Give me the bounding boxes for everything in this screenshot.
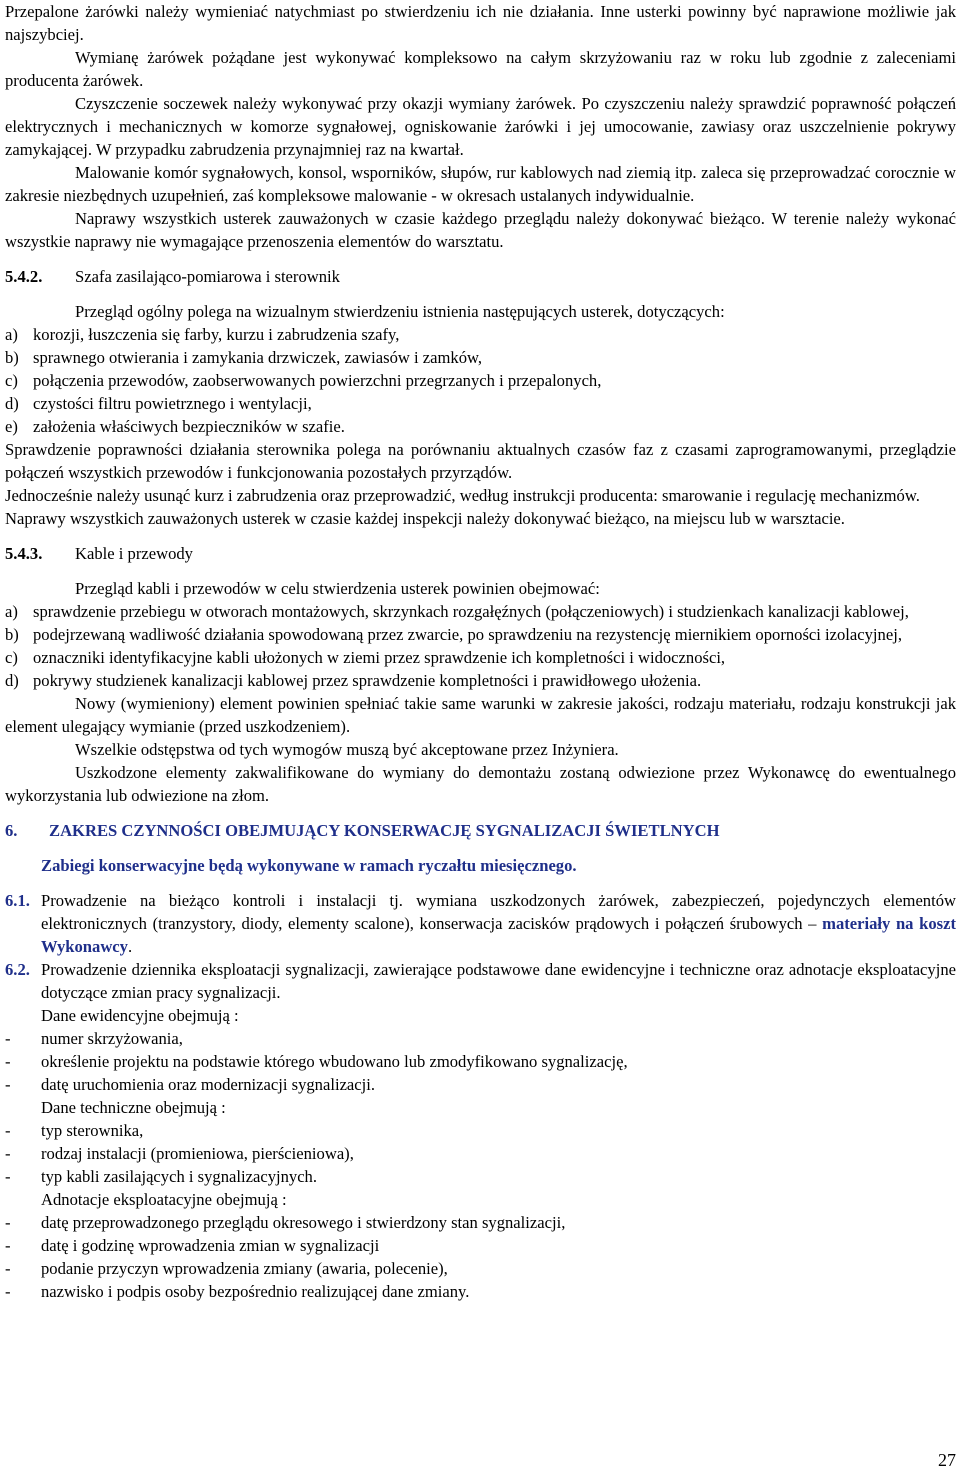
dash: - xyxy=(5,1075,11,1094)
page-number: 27 xyxy=(938,1450,956,1470)
dash-item xyxy=(5,1073,956,1096)
list-label: d) xyxy=(5,671,19,690)
paragraph: Czyszczenie soczewek należy wykonywać przy okazji wymiany żarówek. Po czyszczeniu należy sprawdzić poprawność połączeń elektrycznych i mechanicznych w komorze sygnałowej, ogniskowanie żarówki i jej umocowanie, zawiasy oraz uszczelnienie pokrywy zamykającej. W przypadku zabrudzenia przynajmniej raz na kwartał. xyxy=(5,94,956,159)
dane-ewidencyjne xyxy=(5,1004,956,1027)
list-item xyxy=(5,600,956,623)
paragraph: Przegląd ogólny polega na wizualnym stwierdzeniu istnienia następujących usterek, dotyczących: xyxy=(75,302,725,321)
section-heading-543 xyxy=(5,542,956,565)
dane-techniczne xyxy=(5,1096,956,1119)
section-subtitle: Zabiegi konserwacyjne będą wykonywane w ramach ryczałtu miesięcznego. xyxy=(41,856,577,875)
point-text: Prowadzenie dziennika eksploatacji sygnalizacji, zawierające podstawowe dane ewidencyjne i techniczne oraz adnotacje eksploatacyjne dotyczące zmian pracy sygnalizacji. xyxy=(41,960,956,1002)
dash-item xyxy=(5,1050,956,1073)
list-item xyxy=(5,646,956,669)
dash-item xyxy=(5,1234,956,1257)
list-text: pokrywy studzienek kanalizacji kablowej przez sprawdzenie kompletności i prawidłowego ułożenia. xyxy=(33,671,702,690)
group-title: Dane techniczne obejmują : xyxy=(41,1098,226,1117)
list-text: oznaczniki identyfikacyjne kabli ułożonych w ziemi przez sprawdzenie ich kompletności i widoczności, xyxy=(33,648,726,667)
paragraph: Wymianę żarówek pożądane jest wykonywać kompleksowo na całym skrzyżowaniu raz w roku lub zgodnie z zaleceniami producenta żarówek. xyxy=(5,48,956,90)
list-text: czystości filtru powietrznego i wentylacji, xyxy=(33,394,312,413)
dash: - xyxy=(5,1167,11,1186)
dash: - xyxy=(5,1029,11,1048)
list-label: a) xyxy=(5,325,18,344)
list-item xyxy=(5,669,956,692)
dash-item xyxy=(5,1257,956,1280)
paragraph: Wszelkie odstępstwa od tych wymogów muszą być akceptowane przez Inżyniera. xyxy=(75,740,619,759)
section-number: 5.4.2. xyxy=(5,267,43,286)
section-title: Szafa zasilająco-pomiarowa i sterownik xyxy=(75,267,340,286)
list-text: korozji, łuszczenia się farby, kurzu i zabrudzenia szafy, xyxy=(33,325,400,344)
section-title: ZAKRES CZYNNOŚCI OBEJMUJĄCY KONSERWACJĘ SYGNALIZACJI ŚWIETLNYCH xyxy=(49,821,720,840)
dash: - xyxy=(5,1121,11,1140)
list-text: sprawnego otwierania i zamykania drzwiczek, zawiasów i zamków, xyxy=(33,348,483,367)
paragraph: Przepalone żarówki należy wymieniać natychmiast po stwierdzeniu ich nie działania. Inne usterki powinny być naprawione możliwie jak najszybciej. xyxy=(5,2,956,44)
list-label: c) xyxy=(5,648,18,667)
list-text: podejrzewaną wadliwość działania spowodowaną przez zwarcie, po sprawdzeniu na rezystencję miernikiem oporności izolacyjnej, xyxy=(33,625,902,644)
point-number: 6.2. xyxy=(5,960,30,979)
list-text: połączenia przewodów, zaobserwowanych powierzchni przegrzanych i przepalonych, xyxy=(33,371,602,390)
dash-text: rodzaj instalacji (promieniowa, pierścieniowa), xyxy=(41,1144,354,1163)
dash-text: numer skrzyżowania, xyxy=(41,1029,183,1048)
document-page xyxy=(5,0,956,1303)
section-heading-542 xyxy=(5,265,956,288)
dash-text: typ kabli zasilających i sygnalizacyjnych. xyxy=(41,1167,318,1186)
point-end: . xyxy=(127,937,133,956)
dash: - xyxy=(5,1052,11,1071)
list-item xyxy=(5,623,956,646)
paragraph: Naprawy wszystkich usterek zauważonych w czasie każdego przeglądu należy dokonywać bieżąco. W terenie należy wykonać wszystkie naprawy nie wymagające przenoszenia elementów do warsztatu. xyxy=(5,209,956,251)
section-number: 5.4.3. xyxy=(5,544,43,563)
point-6-1 xyxy=(5,889,956,958)
point-text xyxy=(41,889,956,958)
paragraph: Nowy (wymieniony) element powinien spełniać takie same warunki w zakresie jakości, rodzaju materiału, rodzaju konstrukcji jak element ulegający wymianie (przed uszkodzeniem). xyxy=(5,694,956,736)
dash-item xyxy=(5,1280,956,1303)
list-label: d) xyxy=(5,394,19,413)
list-text: sprawdzenie przebiegu w otworach montażowych, skrzynkach rozgałęźnych (połączeniowych) i studzienkach kanalizacji kablowej, xyxy=(33,602,909,621)
dash-item xyxy=(5,1165,956,1188)
group-title: Dane ewidencyjne obejmują : xyxy=(41,1006,239,1025)
list-item xyxy=(5,346,956,369)
paragraph: Uszkodzone elementy zakwalifikowane do wymiany do demontażu zostaną odwiezione przez Wykonawcę do ewentualnego wykorzystania lub odwiezione na złom. xyxy=(5,763,956,805)
list-text: założenia właściwych bezpieczników w szafie. xyxy=(33,417,345,436)
point-highlight: materiały na koszt Wykonawcy xyxy=(41,914,957,956)
dash-text: nazwisko i podpis osoby bezpośrednio realizującej dane zmiany. xyxy=(41,1282,470,1301)
paragraph: Naprawy wszystkich zauważonych usterek w czasie każdej inspekcji należy dokonywać bieżąco, na miejscu lub w warsztacie. xyxy=(5,509,845,528)
adnotacje-eksploatacyjne xyxy=(5,1188,956,1211)
dash-item xyxy=(5,1211,956,1234)
dash-text: podanie przyczyn wprowadzenia zmiany (awaria, polecenie), xyxy=(41,1259,448,1278)
dash-text: datę uruchomienia oraz modernizacji sygnalizacji. xyxy=(41,1075,376,1094)
list-item xyxy=(5,323,956,346)
point-6-2 xyxy=(5,958,956,1004)
point-number: 6.1. xyxy=(5,891,30,910)
list-label: b) xyxy=(5,348,19,367)
dash: - xyxy=(5,1236,11,1255)
dash-item xyxy=(5,1119,956,1142)
paragraph: Malowanie komór sygnałowych, konsol, wsporników, słupów, rur kablowych nad ziemią itp. zaleca się przeprowadzać corocznie w zakresie niezbędnych uzupełnień, zaś kompleksowe malowanie - w okresach ustalanych indywidualnie. xyxy=(5,163,956,205)
paragraph: Sprawdzenie poprawności działania sterownika polega na porównaniu aktualnych czasów faz z czasami zaprogramowanymi, przeglądzie połączeń wszystkich przewodów i funkcjonowania pozostałych przyrządów. xyxy=(5,440,956,482)
kable-list xyxy=(5,600,956,692)
dash: - xyxy=(5,1213,11,1232)
list-label: e) xyxy=(5,417,18,436)
dash: - xyxy=(5,1282,11,1301)
section-heading-6 xyxy=(5,819,956,842)
usterki-list xyxy=(5,323,956,438)
dash-item xyxy=(5,1027,956,1050)
dash: - xyxy=(5,1259,11,1278)
group-title: Adnotacje eksploatacyjne obejmują : xyxy=(41,1190,287,1209)
paragraph: Przegląd kabli i przewodów w celu stwierdzenia usterek powinien obejmować: xyxy=(75,579,600,598)
dash: - xyxy=(5,1144,11,1163)
dash-text: datę przeprowadzonego przeglądu okresowego i stwierdzony stan sygnalizacji, xyxy=(41,1213,566,1232)
list-label: c) xyxy=(5,371,18,390)
dash-text: datę i godzinę wprowadzenia zmian w sygnalizacji xyxy=(41,1236,380,1255)
dash-item xyxy=(5,1142,956,1165)
point-body: Prowadzenie na bieżąco kontroli i instalacji tj. wymiana uszkodzonych żarówek, zabezpieczeń, pojedynczych elementów elektronicznych (tranzystory, diody, elementy scalone), konserwacja zacisków prądowych i połączeń śrubowych – xyxy=(41,891,956,933)
list-item xyxy=(5,415,956,438)
list-item xyxy=(5,369,956,392)
list-label: b) xyxy=(5,625,19,644)
dash-text: określenie projektu na podstawie którego wbudowano lub zmodyfikowano sygnalizację, xyxy=(41,1052,628,1071)
paragraph: Jednocześnie należy usunąć kurz i zabrudzenia oraz przeprowadzić, według instrukcji producenta: smarowanie i regulację mechanizmów. xyxy=(5,486,920,505)
list-label: a) xyxy=(5,602,18,621)
dash-text: typ sterownika, xyxy=(41,1121,144,1140)
list-item xyxy=(5,392,956,415)
section-title: Kable i przewody xyxy=(75,544,193,563)
section-number: 6. xyxy=(5,821,18,840)
